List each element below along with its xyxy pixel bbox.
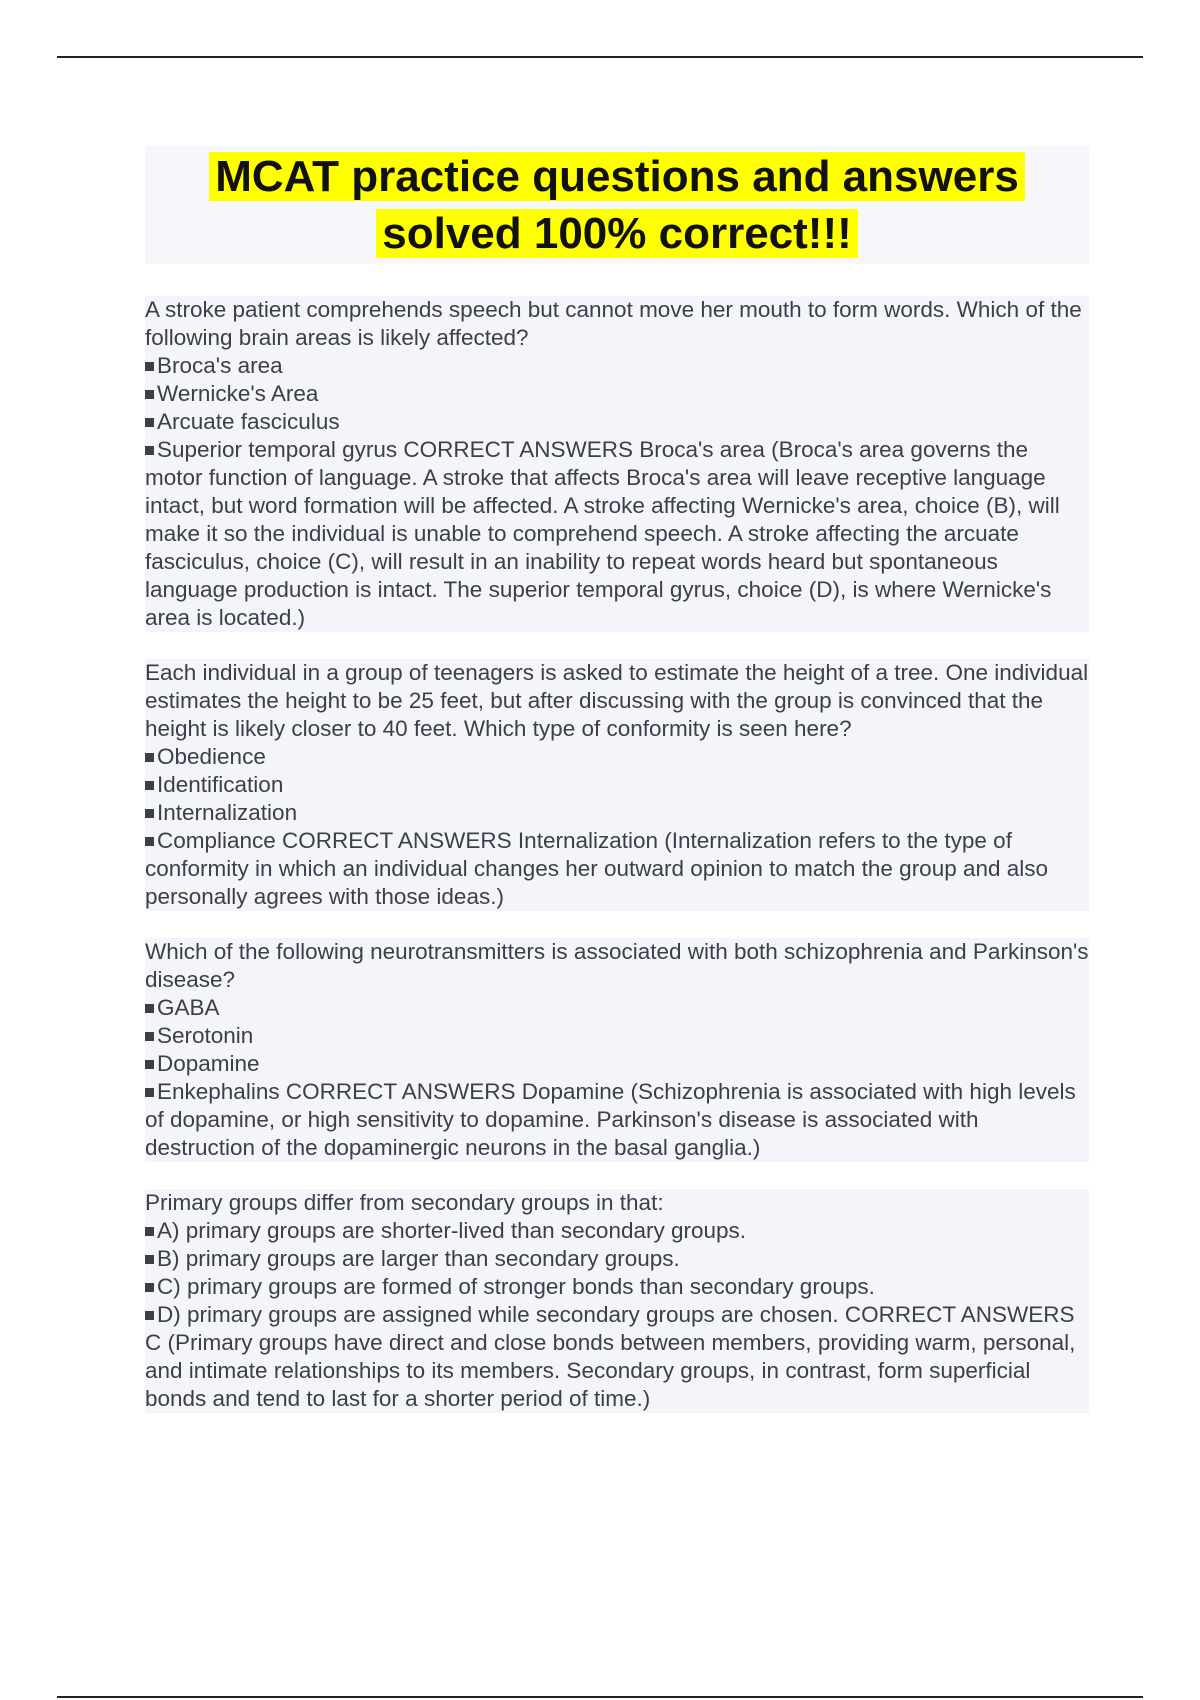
answer-option: Wernicke's Area (145, 380, 1089, 408)
bullet-icon (145, 753, 154, 762)
question-text: Each individual in a group of teenagers is asked to estimate the height of a tree. One individual estimates the height to be 25 feet, but after discussing with the group is convinced that the height is likely closer to 40 feet. Which type of conformity is seen here? (145, 660, 1089, 741)
question-text: Primary groups differ from secondary groups in that: (145, 1189, 1089, 1217)
answer-option: A) primary groups are shorter-lived than secondary groups. (145, 1217, 1089, 1245)
bullet-icon (145, 781, 154, 790)
question-list (145, 296, 1089, 1413)
bullet-icon (145, 1227, 154, 1236)
document-body (145, 146, 1089, 1440)
bullet-icon (145, 1060, 154, 1069)
bullet-icon (145, 809, 154, 818)
bullet-icon (145, 1255, 154, 1264)
bullet-icon (145, 390, 154, 399)
answer-option: C) primary groups are formed of stronger bonds than secondary groups. (145, 1273, 1089, 1301)
bullet-icon (145, 1088, 154, 1097)
bullet-icon (145, 1004, 154, 1013)
answer-option: Obedience (145, 743, 1089, 771)
title-line-2: solved 100% correct!!! (376, 209, 858, 258)
answer-option-with-explanation: Superior temporal gyrus CORRECT ANSWERS Broca's area (Broca's area governs the motor function of language. A stroke that affects Broca's area will leave receptive language intact, but word formation will be affected. A stroke affecting Wernicke's area, choice (B), will make it so the individual is unable to comprehend speech. A stroke affecting the arcuate fasciculus, choice (C), will result in an inability to repeat words heard but spontaneous language production is intact. The superior temporal gyrus, choice (D), is where Wernicke's area is located.) (145, 436, 1089, 632)
answer-option-with-explanation: D) primary groups are assigned while secondary groups are chosen. CORRECT ANSWERS C (Primary groups have direct and close bonds between members, providing warm, personal, and intimate relationships to its members. Secondary groups, in contrast, form superficial bonds and tend to last for a shorter period of time.) (145, 1301, 1089, 1413)
document-title (145, 146, 1089, 264)
question-block-4 (145, 1189, 1089, 1413)
bullet-icon (145, 1032, 154, 1041)
question-text: Which of the following neurotransmitters is associated with both schizophrenia and Parkinson's disease? (145, 939, 1089, 992)
bullet-icon (145, 418, 154, 427)
answer-option: Broca's area (145, 352, 1089, 380)
bullet-icon (145, 837, 154, 846)
header-rule (57, 56, 1143, 58)
answer-option: Serotonin (145, 1022, 1089, 1050)
bullet-icon (145, 1283, 154, 1292)
answer-option: B) primary groups are larger than secondary groups. (145, 1245, 1089, 1273)
question-block-1 (145, 296, 1089, 632)
question-block-3 (145, 938, 1089, 1162)
question-block-2 (145, 659, 1089, 911)
answer-option: GABA (145, 994, 1089, 1022)
title-line-1: MCAT practice questions and answers (209, 152, 1025, 201)
question-text: A stroke patient comprehends speech but cannot move her mouth to form words. Which of the following brain areas is likely affected? (145, 296, 1089, 352)
footer-rule (57, 1696, 1143, 1698)
answer-option: Identification (145, 771, 1089, 799)
answer-option: Internalization (145, 799, 1089, 827)
bullet-icon (145, 362, 154, 371)
answer-option-with-explanation: Compliance CORRECT ANSWERS Internalization (Internalization refers to the type of conformity in which an individual changes her outward opinion to match the group and also personally agrees with those ideas.) (145, 827, 1089, 911)
bullet-icon (145, 1311, 154, 1320)
bullet-icon (145, 446, 154, 455)
answer-option-with-explanation: Enkephalins CORRECT ANSWERS Dopamine (Schizophrenia is associated with high levels of dopamine, or high sensitivity to dopamine. Parkinson's disease is associated with destruction of the dopaminergic neurons in the basal ganglia.) (145, 1078, 1089, 1162)
answer-option: Dopamine (145, 1050, 1089, 1078)
answer-option: Arcuate fasciculus (145, 408, 1089, 436)
